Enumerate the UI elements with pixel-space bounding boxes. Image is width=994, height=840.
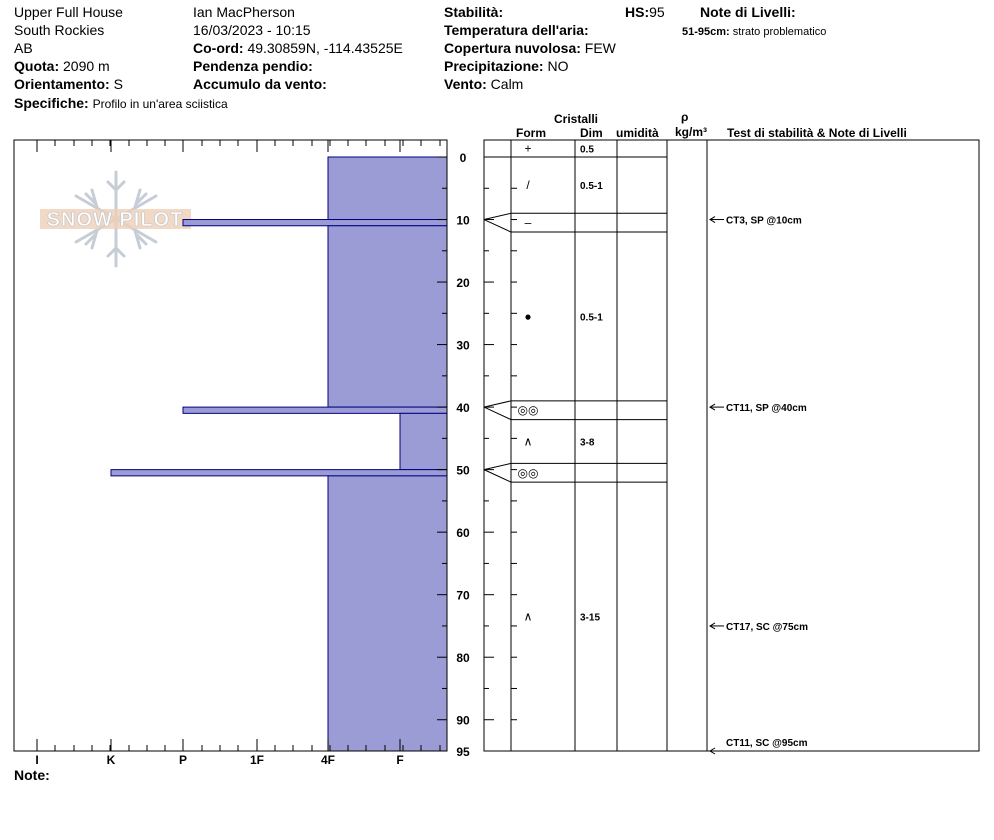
hardness-label-K: K [106, 753, 116, 767]
depth-label-10: 10 [456, 213, 470, 228]
strat-connector-top-0 [484, 213, 511, 219]
depth-label-80: 80 [456, 651, 470, 666]
tests-header: Test di stabilità & Note di Livelli [727, 126, 907, 140]
hardness-layer-6 [328, 476, 447, 751]
precip-label: Precipitazione: [444, 58, 544, 74]
strat-connector-top-2 [484, 463, 511, 469]
hardness-bars [14, 140, 447, 751]
coord-value: 49.30859N, -114.43525E [247, 40, 403, 56]
size-header: Dim [580, 126, 603, 140]
crystal-form-4: ◎◎ [517, 403, 539, 418]
crystal-form-5: ∧ [523, 434, 533, 449]
density-symbol: ρ [681, 110, 689, 124]
hardness-layer-0 [328, 157, 447, 220]
stability-test-3: CT11, SC @95cm [726, 738, 808, 749]
crystal-form-2: – [524, 215, 532, 230]
hardness-layer-5 [111, 470, 447, 476]
hardness-layer-4 [400, 413, 447, 469]
crystal-form-3: ● [524, 309, 532, 324]
sky-label: Copertura nuvolosa: [444, 40, 581, 56]
crystal-form-0: + [524, 141, 532, 156]
slope-label: Pendenza pendio: [193, 58, 313, 74]
strat-connector-top-1 [484, 401, 511, 407]
aspect-value: S [113, 76, 123, 92]
depth-label-40: 40 [456, 401, 470, 416]
elevation-label: Quota: [14, 58, 60, 74]
hardness-layer-1 [183, 220, 447, 226]
observation-datetime: 16/03/2023 - 10:15 [193, 22, 311, 38]
hardness-label-4F: 4F [320, 753, 336, 767]
form-header: Form [516, 126, 546, 140]
depth-label-70: 70 [456, 588, 470, 603]
stability-test-0: CT3, SP @10cm [726, 215, 802, 227]
crystal-size-3: 0.5-1 [580, 312, 603, 324]
coord-label: Co-ord: [193, 40, 244, 56]
province-name: AB [14, 40, 33, 56]
range-name: South Rockies [14, 22, 105, 38]
depth-axis [437, 151, 517, 759]
sky-value: FEW [584, 40, 616, 56]
crystal-form-1: / [526, 178, 530, 193]
crystal-size-0: 0.5 [580, 144, 594, 156]
crystals-header: Cristalli [554, 112, 599, 126]
hardness-label-P: P [178, 753, 188, 767]
hs-value: 95 [649, 4, 665, 20]
strat-connector-bottom-1 [484, 407, 511, 420]
layer-notes-label: Note di Livelli: [700, 4, 796, 20]
crystal-form-7: ∧ [523, 609, 533, 624]
specifics-value: Profilo in un'area sciistica [92, 97, 228, 111]
wind-value: Calm [490, 76, 524, 92]
wind-loading-label: Accumulo da vento: [193, 76, 327, 92]
snowpilot-logo-text: SNOW PILOT [46, 209, 184, 231]
crystal-size-1: 0.5-1 [580, 181, 603, 193]
crystal-size-5: 3-8 [580, 437, 595, 449]
hardness-label-F: F [396, 753, 404, 767]
stability-label: Stabilità: [444, 4, 504, 20]
air-temp-label: Temperatura dell'aria: [444, 22, 589, 38]
layer-note-text: strato problematico [732, 26, 827, 38]
layer-note-range: 51-95cm: [682, 26, 730, 38]
aspect-label: Orientamento: [14, 76, 110, 92]
depth-label-50: 50 [456, 463, 470, 478]
crystal-size-7: 3-15 [580, 612, 601, 624]
hs-label: HS: [625, 4, 650, 20]
depth-label-95: 95 [456, 745, 470, 759]
stability-tests-column [710, 216, 808, 754]
wind-label: Vento: [444, 76, 487, 92]
stratigraphy-table [484, 140, 979, 751]
depth-label-60: 60 [456, 526, 470, 541]
depth-label-30: 30 [456, 338, 470, 353]
location-name: Upper Full House [14, 4, 123, 20]
depth-label-20: 20 [456, 276, 470, 291]
depth-label-0: 0 [459, 151, 467, 165]
stability-test-1: CT11, SP @40cm [726, 403, 807, 415]
hardness-layer-3 [183, 407, 447, 413]
stability-test-2: CT17, SC @75cm [726, 621, 809, 633]
moisture-header: umidità [616, 126, 659, 140]
crystal-form-6: ◎◎ [517, 465, 539, 480]
note-label: Note: [14, 767, 50, 783]
depth-label-90: 90 [456, 713, 470, 728]
hardness-label-1F: 1F [249, 753, 265, 767]
strat-connector-bottom-0 [484, 220, 511, 233]
observer-name: Ian MacPherson [193, 4, 295, 20]
elevation-value: 2090 m [63, 58, 110, 74]
hardness-label-I: I [35, 753, 39, 767]
specifics-label: Specifiche: [14, 95, 89, 111]
strat-connector-bottom-2 [484, 470, 511, 483]
density-unit: kg/m³ [675, 125, 708, 139]
hardness-layer-2 [328, 226, 447, 407]
precip-value: NO [547, 58, 569, 74]
